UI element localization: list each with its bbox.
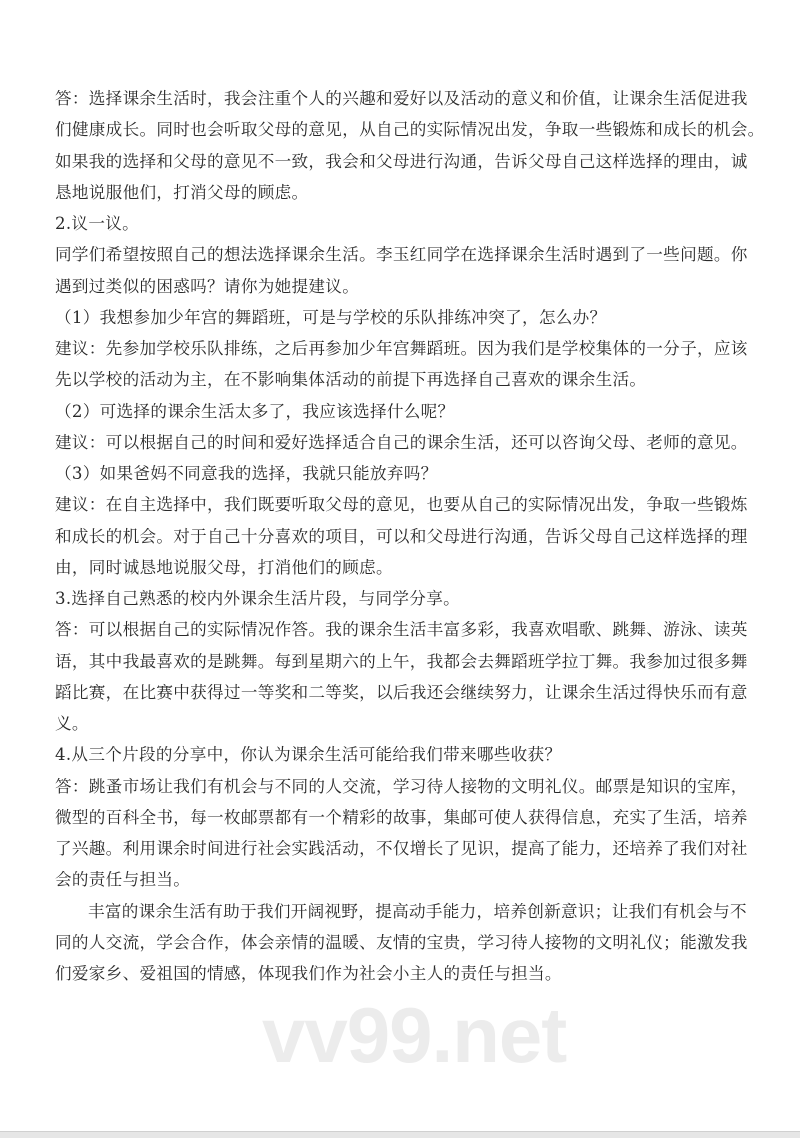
question-line: 遇到过类似的困惑吗？请你为她提建议。 bbox=[55, 276, 360, 296]
answer-line: 会的责任与担当。 bbox=[55, 870, 191, 890]
answer-line: 如果我的选择和父母的意见不一致，我会和父母进行沟通，告诉父母自己这样选择的理由，诚 bbox=[55, 151, 748, 171]
summary-line: 们爱家乡、爱祖国的情感，体现我们作为社会小主人的责任与担当。 bbox=[55, 964, 562, 983]
answer-line: 语，其中我最喜欢的是跳舞。每到星期六的上午，我都会去舞蹈班学拉丁舞。我参加过很多舞 bbox=[55, 651, 748, 671]
sub-question: （1）我想参加少年宫的舞蹈班，可是与学校的乐队排练冲突了，怎么办？ bbox=[55, 307, 607, 327]
answer-line: 义。 bbox=[55, 714, 89, 733]
suggestion-line: 由，同时诚恳地说服父母，打消他们的顾虑。 bbox=[55, 557, 393, 577]
answer-line: 们健康成长。同时也会听取父母的意见，从自己的实际情况出发，争取一些锻炼和成长的机会。 bbox=[55, 120, 765, 140]
answer-line: 蹈比赛，在比赛中获得过一等奖和二等奖，以后我还会继续努力，让课余生活过得快乐而有意 bbox=[55, 682, 748, 702]
answer-line: 答：跳蚤市场让我们有机会与不同的人交流，学习待人接物的文明礼仪。邮票是知识的宝库， bbox=[55, 776, 748, 796]
summary-line: 丰富的课余生活有助于我们开阔视野，提高动手能力，培养创新意识；让我们有机会与不 bbox=[88, 901, 747, 921]
suggestion-line: 建议：在自主选择中，我们既要听取父母的意见，也要从自己的实际情况出发，争取一些锻炼 bbox=[55, 495, 748, 515]
question-line: 同学们希望按照自己的想法选择课余生活。李玉红同学在选择课余生活时遇到了一些问题。你 bbox=[55, 245, 748, 265]
suggestion-line: 建议：可以根据自己的时间和爱好选择适合自己的课余生活，还可以咨询父母、老师的意见。 bbox=[55, 432, 748, 452]
summary-line: 同的人交流，学会合作，体会亲情的温暖、友情的宝贵，学习待人接物的文明礼仪；能激发我 bbox=[55, 932, 748, 952]
answer-line: 恳地说服他们，打消父母的顾虑。 bbox=[55, 182, 309, 202]
answer-line: 答：选择课余生活时，我会注重个人的兴趣和爱好以及活动的意义和价值，让课余生活促进我 bbox=[55, 89, 748, 108]
question-heading: 3.选择自己熟悉的校内外课余生活片段，与同学分享。 bbox=[55, 589, 460, 608]
answer-line: 微型的百科全书，每一枚邮票都有一个精彩的故事，集邮可使人获得信息，充实了生活，培养 bbox=[55, 807, 748, 827]
question-heading: 2.议一议。 bbox=[55, 214, 140, 233]
question-heading: 4.从三个片段的分享中，你认为课余生活可能给我们带来哪些收获？ bbox=[55, 745, 562, 765]
answer-line: 答：可以根据自己的实际情况作答。我的课余生活丰富多彩，我喜欢唱歌、跳舞、游泳、读英 bbox=[55, 620, 748, 640]
document-body bbox=[55, 83, 775, 989]
sub-question: （2）可选择的课余生活太多了，我应该选择什么呢？ bbox=[55, 401, 455, 421]
suggestion-line: 先以学校的活动为主，在不影响集体活动的前提下再选择自己喜欢的课余生活。 bbox=[55, 370, 647, 390]
suggestion-line: 和成长的机会。对于自己十分喜欢的项目，可以和父母进行沟通，告诉父母自己这样选择的理 bbox=[55, 526, 748, 546]
sub-question: （3）如果爸妈不同意我的选择，我就只能放弃吗？ bbox=[55, 464, 438, 483]
watermark: vv99.net bbox=[262, 991, 567, 1079]
answer-line: 了兴趣。利用课余时间进行社会实践活动，不仅增长了见识，提高了能力，还培养了我们对社 bbox=[55, 839, 748, 858]
suggestion-line: 建议：先参加学校乐队排练，之后再参加少年宫舞蹈班。因为我们是学校集体的一分子，应该 bbox=[55, 339, 748, 358]
